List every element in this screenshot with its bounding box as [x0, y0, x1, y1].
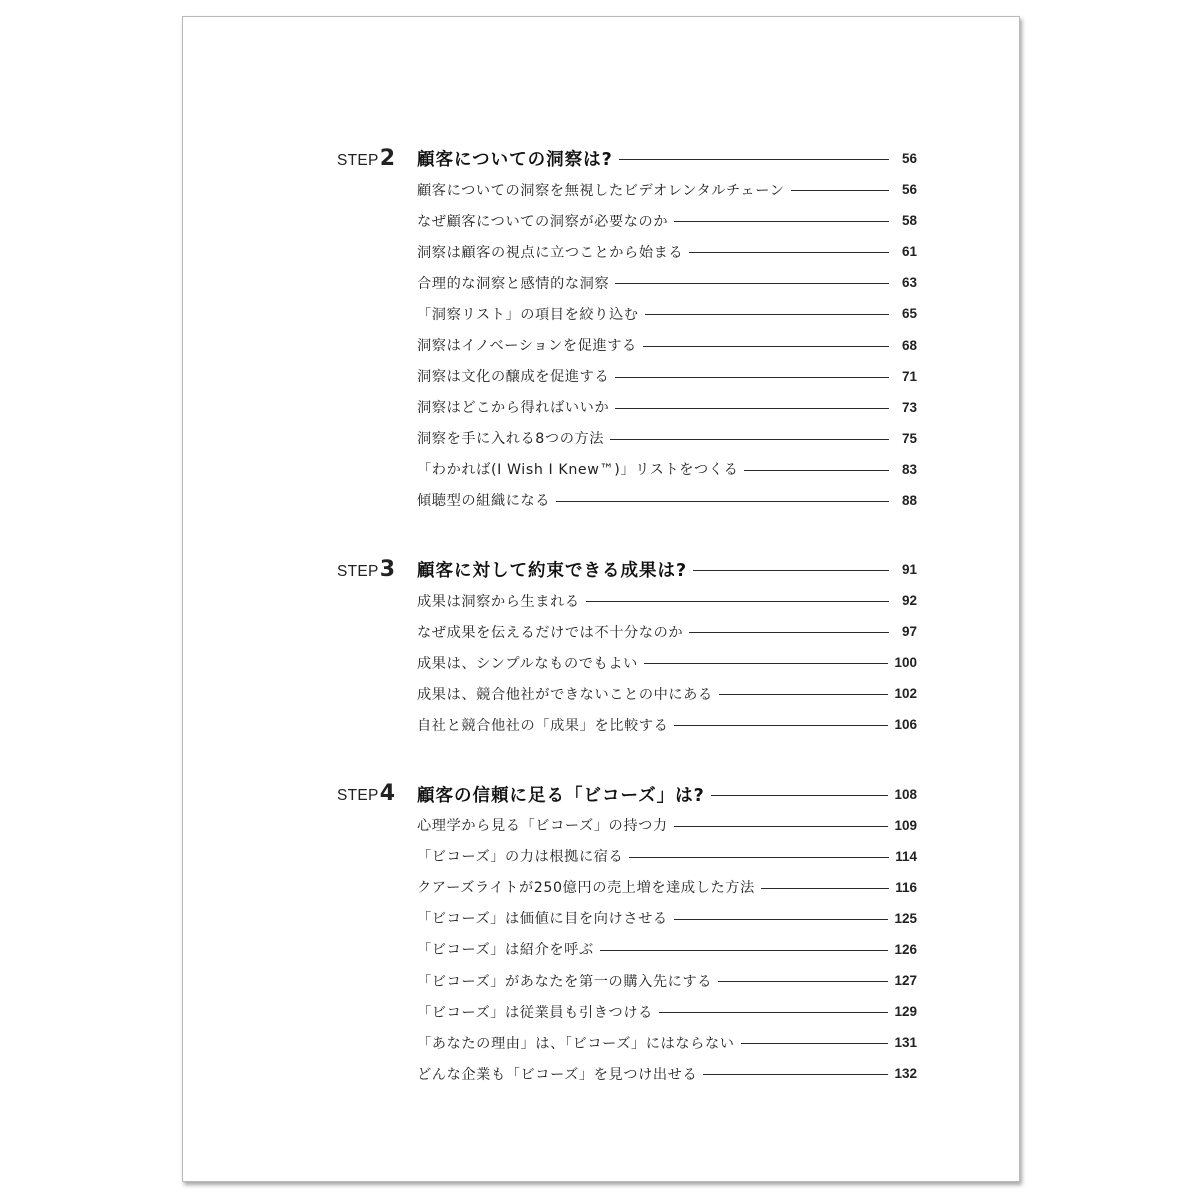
entry-title: どんな企業も「ビコーズ」を見つけ出せる	[417, 1066, 698, 1083]
step-number: 3	[379, 556, 396, 582]
page-number: 114	[895, 848, 917, 864]
entry-title: 「ビコーズ」があなたを第一の購入先にする	[417, 973, 713, 990]
toc-entry[interactable]	[337, 810, 917, 841]
leader-line	[643, 346, 889, 347]
step-title: 顧客の信頼に足る「ビコーズ」は?	[417, 785, 705, 806]
toc-entry[interactable]	[337, 423, 917, 454]
toc-entry[interactable]	[337, 585, 917, 616]
leader-line	[741, 1043, 889, 1044]
step-number: 4	[379, 781, 396, 806]
toc-entry[interactable]	[337, 298, 917, 329]
step-word: STEP	[337, 151, 379, 169]
page-number: 75	[901, 430, 917, 446]
toc-entry[interactable]	[337, 329, 917, 360]
leader-line	[689, 632, 889, 633]
toc-entry[interactable]	[337, 1058, 917, 1089]
entry-title: 成果は、競合他社ができないことの中にある	[417, 686, 713, 703]
page-number: 65	[901, 306, 917, 322]
leader-line	[586, 601, 889, 602]
step-label	[337, 556, 417, 582]
leader-line	[619, 159, 889, 160]
toc-step-heading[interactable]	[337, 554, 917, 585]
page-number: 127	[894, 973, 917, 989]
toc-entry[interactable]	[337, 903, 917, 934]
entry-title: なぜ顧客についての洞察が必要なのか	[417, 213, 669, 230]
entry-title: 「わかれば(I Wish I Knew™)」リストをつくる	[417, 462, 739, 479]
leader-line	[791, 190, 890, 191]
page-number: 102	[894, 686, 917, 702]
entry-title: 「洞察リスト」の項目を絞り込む	[417, 306, 639, 323]
leader-line	[644, 663, 889, 664]
step-label	[337, 783, 417, 805]
leader-line	[629, 857, 889, 858]
toc-entry[interactable]	[337, 1027, 917, 1058]
toc-entry[interactable]	[337, 236, 917, 267]
page-number: 109	[894, 817, 917, 833]
entry-title: クアーズライトが250億円の売上増を達成した方法	[417, 880, 755, 897]
toc-entry[interactable]	[337, 872, 917, 903]
leader-line	[761, 888, 889, 889]
toc-entry[interactable]	[337, 647, 917, 678]
page-number: 97	[901, 624, 917, 640]
toc-entry[interactable]	[337, 485, 917, 516]
leader-line	[645, 314, 889, 315]
step-title: 顧客に対して約束できる成果は?	[417, 561, 688, 582]
leader-line	[711, 795, 889, 796]
leader-line	[615, 377, 889, 378]
step-word: STEP	[337, 562, 379, 580]
entry-title: 傾聴型の組織になる	[417, 493, 551, 510]
entry-title: なぜ成果を伝えるだけでは不十分なのか	[417, 624, 684, 641]
table-of-contents	[337, 143, 917, 1127]
page-number: 100	[894, 655, 917, 671]
toc-step-heading[interactable]	[337, 143, 917, 174]
page-number: 125	[894, 910, 917, 926]
page-number: 63	[901, 275, 917, 291]
leader-line	[674, 826, 889, 827]
entry-title: 自社と競合他社の「成果」を比較する	[417, 717, 669, 734]
entry-title: 洞察を手に入れる8つの方法	[417, 431, 605, 448]
toc-entry[interactable]	[337, 174, 917, 205]
toc-entry[interactable]	[337, 934, 917, 965]
toc-entry[interactable]	[337, 678, 917, 709]
leader-line	[615, 408, 889, 409]
toc-step-heading[interactable]	[337, 779, 917, 810]
toc-entry[interactable]	[337, 361, 917, 392]
page-number: 92	[901, 593, 917, 609]
entry-title: 洞察は文化の醸成を促進する	[417, 369, 610, 386]
toc-entry[interactable]	[337, 709, 917, 740]
page-number: 83	[901, 461, 917, 477]
page-number: 106	[894, 717, 917, 733]
leader-line	[659, 1012, 889, 1013]
entry-title: 心理学から見る「ビコーズ」の持つ力	[417, 818, 668, 835]
page-number: 68	[901, 337, 917, 353]
entry-title: 「ビコーズ」は従業員も引きつける	[417, 1004, 653, 1021]
entry-title: 成果は洞察から生まれる	[417, 593, 580, 610]
entry-title: 成果は、シンプルなものでもよい	[417, 655, 638, 672]
leader-line	[703, 1074, 888, 1075]
page-number: 88	[901, 492, 917, 508]
entry-title: 顧客についての洞察を無視したビデオレンタルチェーン	[417, 182, 785, 199]
step-word: STEP	[337, 787, 379, 804]
entry-title: 洞察は顧客の視点に立つことから始まる	[417, 244, 684, 261]
entry-title: 合理的な洞察と感情的な洞察	[417, 275, 610, 292]
page-number: 108	[894, 786, 917, 802]
page-number: 71	[901, 368, 917, 384]
toc-step-section	[337, 554, 917, 740]
entry-title: 「ビコーズ」は価値に目を向けさせる	[417, 911, 668, 928]
entry-title: 「ビコーズ」の力は根拠に宿る	[417, 849, 624, 866]
page-number: 91	[901, 562, 917, 578]
page-number: 56	[901, 151, 917, 166]
page-number: 61	[901, 244, 917, 260]
entry-title: 「ビコーズ」は紹介を呼ぶ	[417, 942, 594, 959]
page-number: 131	[894, 1035, 917, 1051]
page-number: 116	[895, 879, 917, 895]
step-label	[337, 145, 417, 171]
toc-entry[interactable]	[337, 392, 917, 423]
page-number: 126	[894, 941, 917, 957]
toc-step-section	[337, 143, 917, 516]
toc-entry[interactable]	[337, 205, 917, 236]
step-number: 2	[379, 145, 396, 171]
leader-line	[719, 694, 889, 695]
page-number: 56	[901, 182, 917, 198]
page-number: 58	[901, 213, 917, 229]
leader-line	[674, 221, 889, 222]
toc-entry[interactable]	[337, 965, 917, 996]
page-number: 132	[894, 1066, 917, 1082]
leader-line	[744, 470, 889, 471]
leader-line	[556, 501, 889, 502]
toc-entry[interactable]	[337, 454, 917, 485]
entry-title: 洞察はイノベーションを促進する	[417, 338, 637, 355]
leader-line	[689, 252, 889, 253]
leader-line	[674, 919, 889, 920]
toc-entry[interactable]	[337, 841, 917, 872]
step-title: 顧客についての洞察は?	[417, 150, 613, 170]
page-number: 73	[901, 399, 917, 415]
page-number: 129	[894, 1004, 917, 1020]
toc-entry[interactable]	[337, 267, 917, 298]
entry-title: 洞察はどこから得ればいいか	[417, 400, 610, 417]
leader-line	[693, 570, 889, 571]
leader-line	[610, 439, 889, 440]
leader-line	[674, 725, 888, 726]
leader-line	[600, 950, 889, 951]
toc-entry[interactable]	[337, 616, 917, 647]
toc-step-section	[337, 779, 917, 1090]
leader-line	[718, 981, 888, 982]
entry-title: 「あなたの理由」は、「ビコーズ」にはならない	[417, 1035, 735, 1052]
leader-line	[615, 283, 889, 284]
toc-entry[interactable]	[337, 996, 917, 1027]
